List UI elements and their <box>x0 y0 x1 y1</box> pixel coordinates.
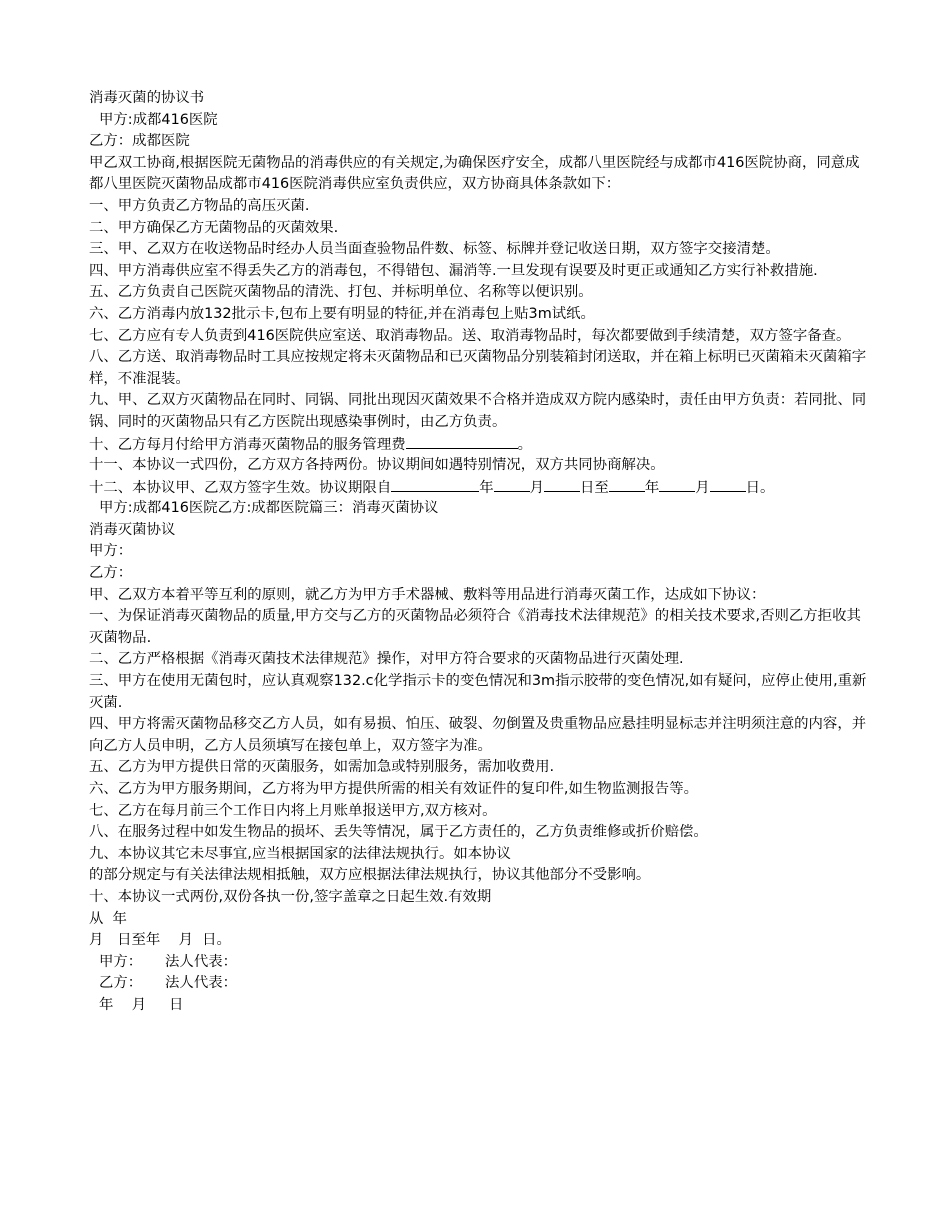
party-b-line: 乙方：成都医院 <box>89 133 190 150</box>
term-10-text: 十、乙方每月付给甲方消毒灭菌物品的服务管理费 <box>89 436 406 453</box>
start-day-blank <box>544 477 580 492</box>
term-6: 六、乙方消毒内放132批示卡,包布上要有明显的特征,并在消毒包上贴3m试纸。 <box>89 305 595 322</box>
sign-date: 年 月 日 <box>99 996 184 1013</box>
term-7: 七、乙方应有专人负责到416医院供应室送、取消毒物品。送、取消毒物品时，每次都要做到手续清楚，双方签字备查。 <box>89 327 851 344</box>
end-year-blank <box>609 477 645 492</box>
term-12 <box>89 477 869 499</box>
party-a-line: 甲方:成都416医院 <box>99 111 218 128</box>
day-end-label: 日。 <box>745 479 775 496</box>
term-10-end: 。 <box>517 436 533 453</box>
term-11: 十一、本协议一式四份，乙方双方各持两份。协议期间如遇特别情况，双方共同协商解决。 <box>89 457 665 474</box>
sign-party-b: 乙方： 法人代表： <box>99 975 237 992</box>
term2-3: 三、甲方在使用无菌包时，应认真观察132.c化学指示卡的变色情况和3m指示胶带的变色情况,如有疑问，应停止使用,重新灭菌. <box>89 673 867 711</box>
term2-10: 十、本协议一式两份,双份各执一份,签字盖章之日起生效.有效期 <box>89 888 492 905</box>
validity-from: 从 年 <box>89 910 127 927</box>
fee-blank <box>406 434 518 449</box>
term-8: 八、乙方送、取消毒物品时工具应按规定将未灭菌物品和已灭菌物品分别装箱封闭送取，并在箱上标明已灭菌箱未灭菌箱字样，不准混装。 <box>89 349 867 387</box>
term-1: 一、甲方负责乙方物品的高压灭菌. <box>89 197 310 214</box>
signature-line: 甲方:成都416医院乙方:成都医院篇三：消毒灭菌协议 <box>99 500 439 517</box>
term-5: 五、乙方负责自己医院灭菌物品的清洗、打包、并标明单位、名称等以便识别。 <box>89 284 593 301</box>
sign-party-a: 甲方： 法人代表： <box>99 953 237 970</box>
year-label-2: 年 <box>644 479 660 496</box>
term2-8: 八、在服务过程中如发生物品的损坏、丢失等情况，属于乙方责任的，乙方负责维修或折价赔偿。 <box>89 824 708 841</box>
term-2: 二、甲方确保乙方无菌物品的灭菌效果. <box>89 219 339 236</box>
validity-to: 月 日至年 月 日。 <box>89 932 231 949</box>
end-day-blank <box>710 477 746 492</box>
document-title: 消毒灭菌的协议书 <box>89 90 205 106</box>
day-to-label: 日至 <box>580 479 609 496</box>
intro-2: 甲、乙双方本着平等互利的原则，就乙方为甲方手术器械、敷料等用品进行消毒灭菌工作，达成如下协议： <box>89 586 766 603</box>
term-3: 三、甲、乙双方在收送物品时经办人员当面查验物品件数、标签、标牌并登记收送日期，双方签字交接清楚。 <box>89 241 780 258</box>
term-10 <box>89 434 869 456</box>
term2-6: 六、乙方为甲方服务期间，乙方将为甲方提供所需的相关有效证件的复印件,如生物监测报告等。 <box>89 781 698 797</box>
month-label: 月 <box>529 479 545 496</box>
start-month-blank <box>494 477 530 492</box>
end-month-blank <box>659 477 695 492</box>
term-4: 四、甲方消毒供应室不得丢失乙方的消毒包，不得错包、漏消等.一旦发现有误要及时更正或通知乙方实行补救措施. <box>89 262 818 279</box>
term2-4: 四、甲方将需灭菌物品移交乙方人员，如有易损、怕压、破裂、勿倒置及贵重物品应悬挂明显标志并注明须注意的内容，并向乙方人员申明，乙方人员须填写在接包单上，双方签字为准。 <box>89 716 867 754</box>
party-b-2: 乙方： <box>89 565 133 582</box>
second-title: 消毒灭菌协议 <box>89 521 176 538</box>
term2-7: 七、乙方在每月前三个工作日内将上月账单报送甲方,双方核对。 <box>89 802 497 819</box>
term2-1: 一、为保证消毒灭菌物品的质量,甲方交与乙方的灭菌物品必须符合《消毒技术法律规范》的相关技术要求,否则乙方拒收其灭菌物品. <box>89 608 861 646</box>
term-12-text: 十二、本协议甲、乙双方签字生效。协议期限自 <box>89 479 392 496</box>
year-label: 年 <box>479 479 494 496</box>
term2-9-cont: 的部分规定与有关法律法规相抵触，双方应根据法律法规执行，协议其他部分不受影响。 <box>89 867 651 884</box>
term2-2: 二、乙方严格根据《消毒灭菌技术法律规范》操作，对甲方符合要求的灭菌物品进行灭菌处理. <box>89 651 684 668</box>
start-year-blank <box>391 477 479 492</box>
document-body <box>89 88 869 1017</box>
intro-paragraph: 甲乙双工协商,根据医院无菌物品的消毒供应的有关规定,为确保医疗安全，成都八里医院经与成都市416医院协商，同意成都八里医院灭菌物品成都市416医院消毒供应室负责供应，双方协商具体条款如下： <box>89 154 860 193</box>
term2-9: 九、本协议其它未尽事宜,应当根据国家的法律法规执行。如本协议 <box>89 845 511 862</box>
party-a-2: 甲方： <box>89 543 133 560</box>
month-label-2: 月 <box>695 479 710 496</box>
term-9: 九、甲、乙双方灭菌物品在同时、同锅、同批出现因灭菌效果不合格并造成双方院内感染时，责任由甲方负责：若同批、同锅、同时的灭菌物品只有乙方医院出现感染事例时，由乙方负责。 <box>89 392 867 430</box>
term2-5: 五、乙方为甲方提供日常的灭菌服务，如需加急或特别服务，需加收费用. <box>89 759 555 776</box>
